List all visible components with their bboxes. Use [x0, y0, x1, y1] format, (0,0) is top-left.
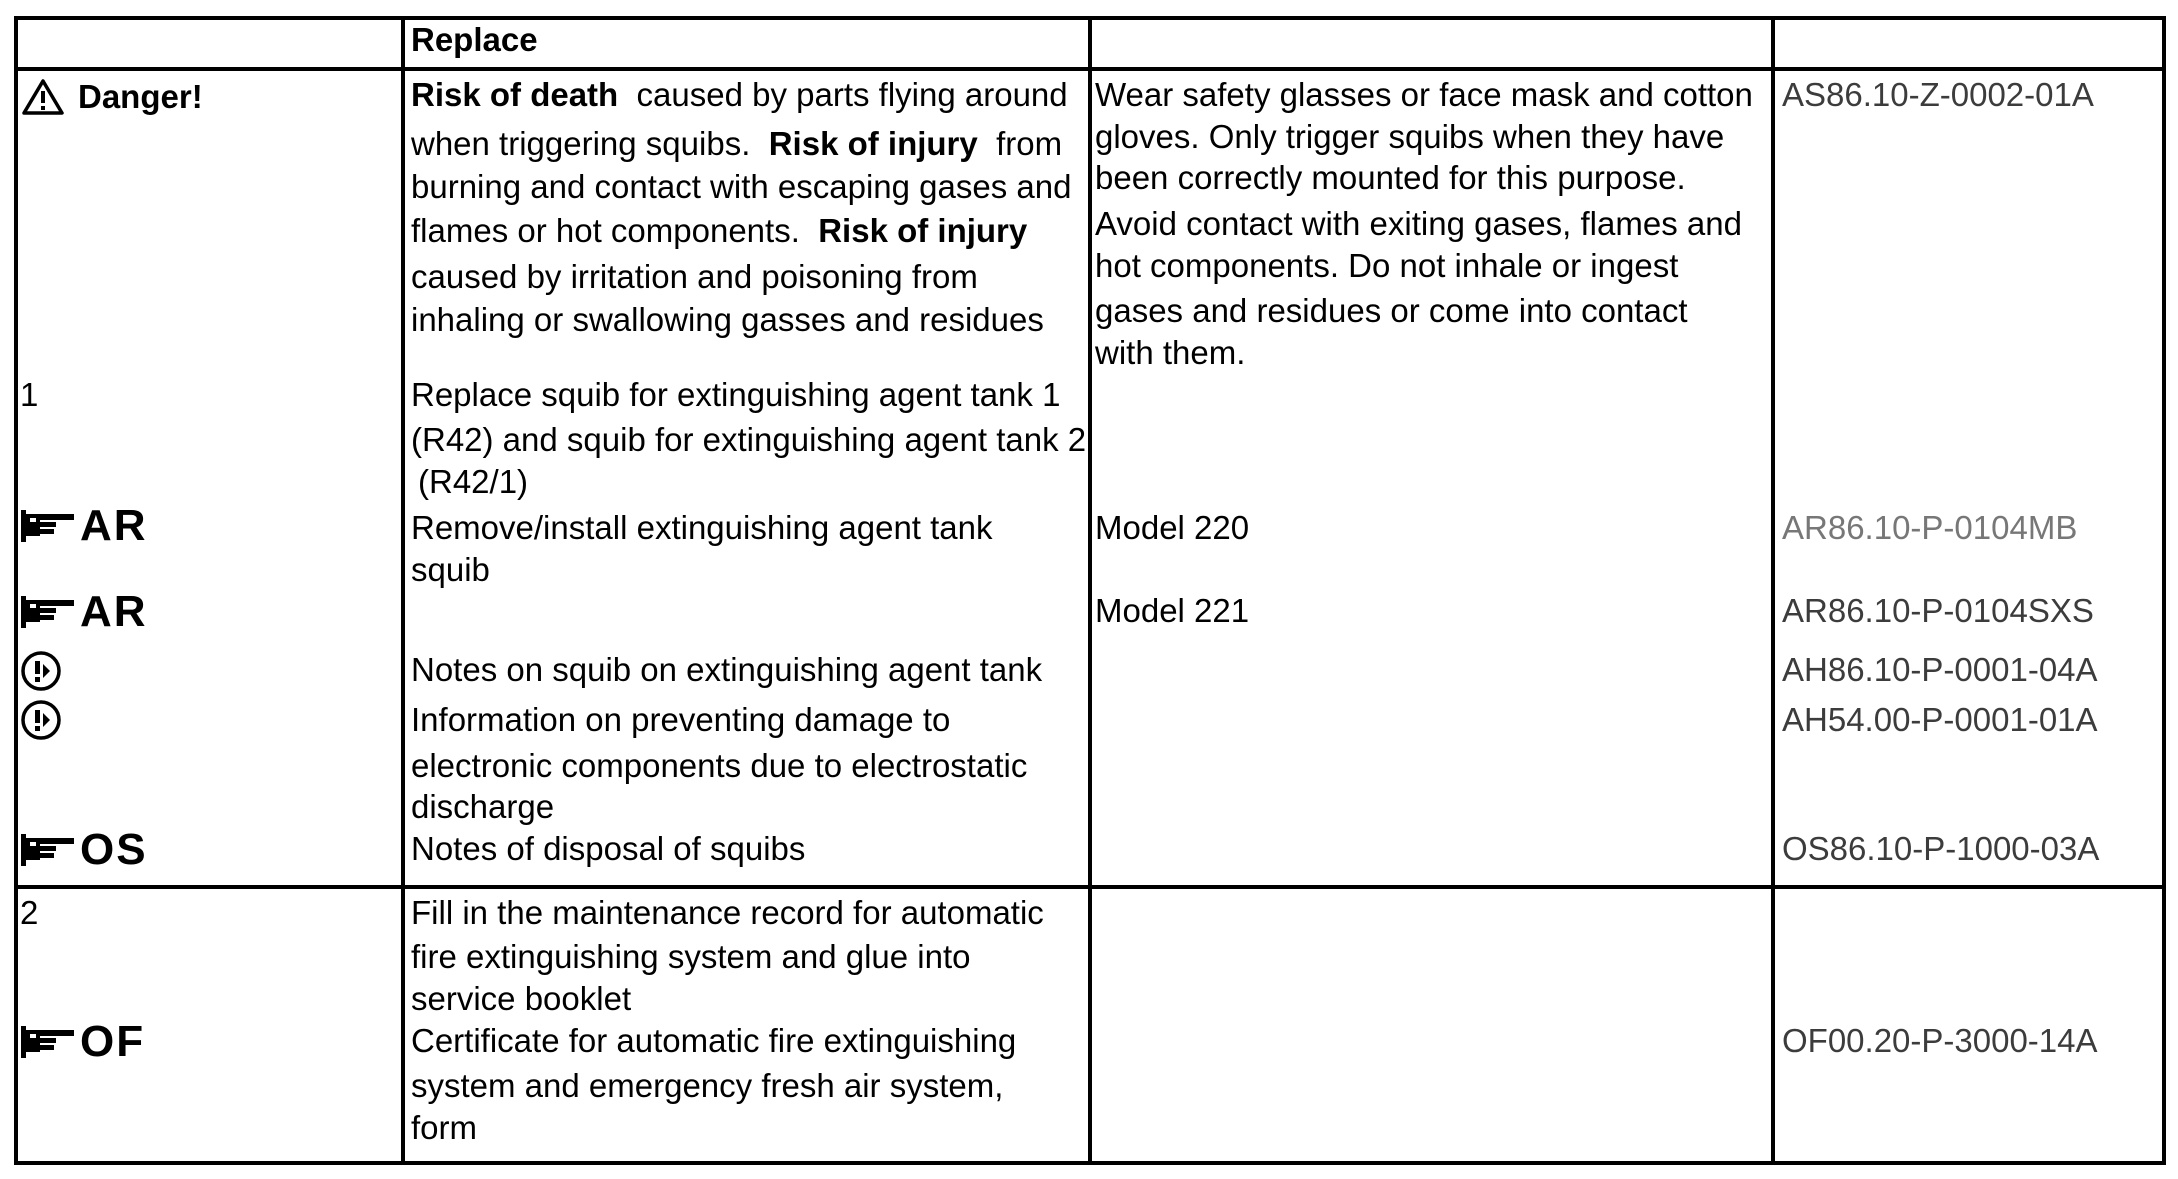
ref-ah54[interactable]: AH54.00-P-0001-01A	[1782, 701, 2098, 738]
risk-of-death-label: Risk of death	[411, 76, 619, 113]
ref-ar-220[interactable]: AR86.10-P-0104MB	[1782, 509, 2078, 546]
pointing-hand-icon	[20, 508, 76, 544]
pointing-hand-icon	[20, 832, 76, 868]
danger-text-line-1	[411, 72, 1068, 117]
of-line-2: system and emergency fresh air system,	[411, 1067, 1004, 1104]
risk-of-injury-label-2: Risk of injury	[818, 212, 1028, 249]
danger-text-line-3: burning and contact with escaping gases and	[411, 168, 1072, 205]
row-disposal: Notes of disposal of squibs	[411, 830, 806, 867]
step-2-line-1: Fill in the maintenance record for automatic	[411, 894, 1044, 931]
measures-line-6: gases and residues or come into contact	[1095, 292, 1688, 329]
measures-line-1: Wear safety glasses or face mask and cotton	[1095, 76, 1753, 113]
measures-line-3: been correctly mounted for this purpose.	[1095, 159, 1686, 196]
step-1-line-2: (R42) and squib for extinguishing agent tank 2	[411, 421, 1087, 458]
of-line-1: Certificate for automatic fire extinguishing	[411, 1022, 1017, 1059]
step-2-line-3: service booklet	[411, 980, 632, 1017]
column-divider-1	[401, 16, 405, 1165]
danger-text-1-rest: caused by parts flying around	[636, 76, 1068, 113]
danger-text-line-6: inhaling or swallowing gasses and residues	[411, 301, 1044, 338]
danger-label-group	[22, 72, 203, 122]
ar-reference-marker-2	[20, 588, 148, 636]
ref-of00[interactable]: OF00.20-P-3000-14A	[1782, 1022, 2098, 1059]
pointing-hand-icon	[20, 594, 76, 630]
measures-line-5: hot components. Do not inhale or ingest	[1095, 247, 1679, 284]
ar-code-2: AR	[80, 587, 148, 636]
pointing-hand-icon	[20, 1024, 76, 1060]
os-code: OS	[80, 825, 148, 874]
of-code: OF	[80, 1017, 146, 1066]
column-divider-3	[1771, 16, 1775, 1165]
danger-reference[interactable]: AS86.10-Z-0002-01A	[1782, 76, 2094, 113]
step-1-line-3: (R42/1)	[418, 463, 529, 500]
row-esd-line-1: Information on preventing damage to	[411, 701, 951, 738]
model-221-label: Model 221	[1095, 592, 1250, 629]
header-replace: Replace	[411, 21, 538, 58]
row-esd-line-3: discharge	[411, 788, 555, 825]
danger-text-4a: flames or hot components.	[411, 212, 800, 249]
step-1-number: 1	[20, 376, 39, 413]
danger-text-2a: when triggering squibs.	[411, 125, 751, 162]
of-reference-marker	[20, 1018, 145, 1066]
ref-ar-221[interactable]: AR86.10-P-0104SXS	[1782, 592, 2094, 629]
step-2-number: 2	[20, 894, 39, 931]
model-220-label: Model 220	[1095, 509, 1250, 546]
note-marker-1	[20, 650, 62, 692]
table-border-right	[2162, 16, 2166, 1165]
danger-text-line-4	[411, 208, 1027, 253]
row-notes-squib: Notes on squib on extinguishing agent tank	[411, 651, 1043, 688]
os-reference-marker	[20, 826, 148, 874]
risk-of-injury-label-1: Risk of injury	[768, 125, 978, 162]
row-ar-220-line-1: Remove/install extinguishing agent tank	[411, 509, 993, 546]
step-2-line-2: fire extinguishing system and glue into	[411, 938, 971, 975]
danger-text-2b: from	[996, 125, 1063, 162]
ref-ah86[interactable]: AH86.10-P-0001-04A	[1782, 651, 2098, 688]
danger-text-line-2	[411, 121, 1062, 166]
ref-os86[interactable]: OS86.10-P-1000-03A	[1782, 830, 2100, 867]
of-line-3: form	[411, 1109, 477, 1146]
column-divider-2	[1088, 16, 1092, 1165]
note-marker-2	[20, 699, 62, 741]
ar-reference-marker-1	[20, 502, 148, 550]
ar-code-1: AR	[80, 501, 148, 550]
measures-line-7: with them.	[1095, 334, 1246, 371]
row-esd-line-2: electronic components due to electrostatic	[411, 747, 1028, 784]
measures-line-4: Avoid contact with exiting gases, flames and	[1095, 205, 1742, 242]
row-ar-220-line-2: squib	[411, 551, 490, 588]
measures-line-2: gloves. Only trigger squibs when they have	[1095, 118, 1725, 155]
warning-triangle-icon	[22, 78, 64, 116]
danger-label: Danger!	[78, 78, 203, 115]
table-border-left	[14, 16, 18, 1165]
step-1-line-1: Replace squib for extinguishing agent tank 1	[411, 376, 1061, 413]
danger-text-line-5: caused by irritation and poisoning from	[411, 258, 978, 295]
note-icon	[20, 650, 62, 692]
note-icon	[20, 699, 62, 741]
